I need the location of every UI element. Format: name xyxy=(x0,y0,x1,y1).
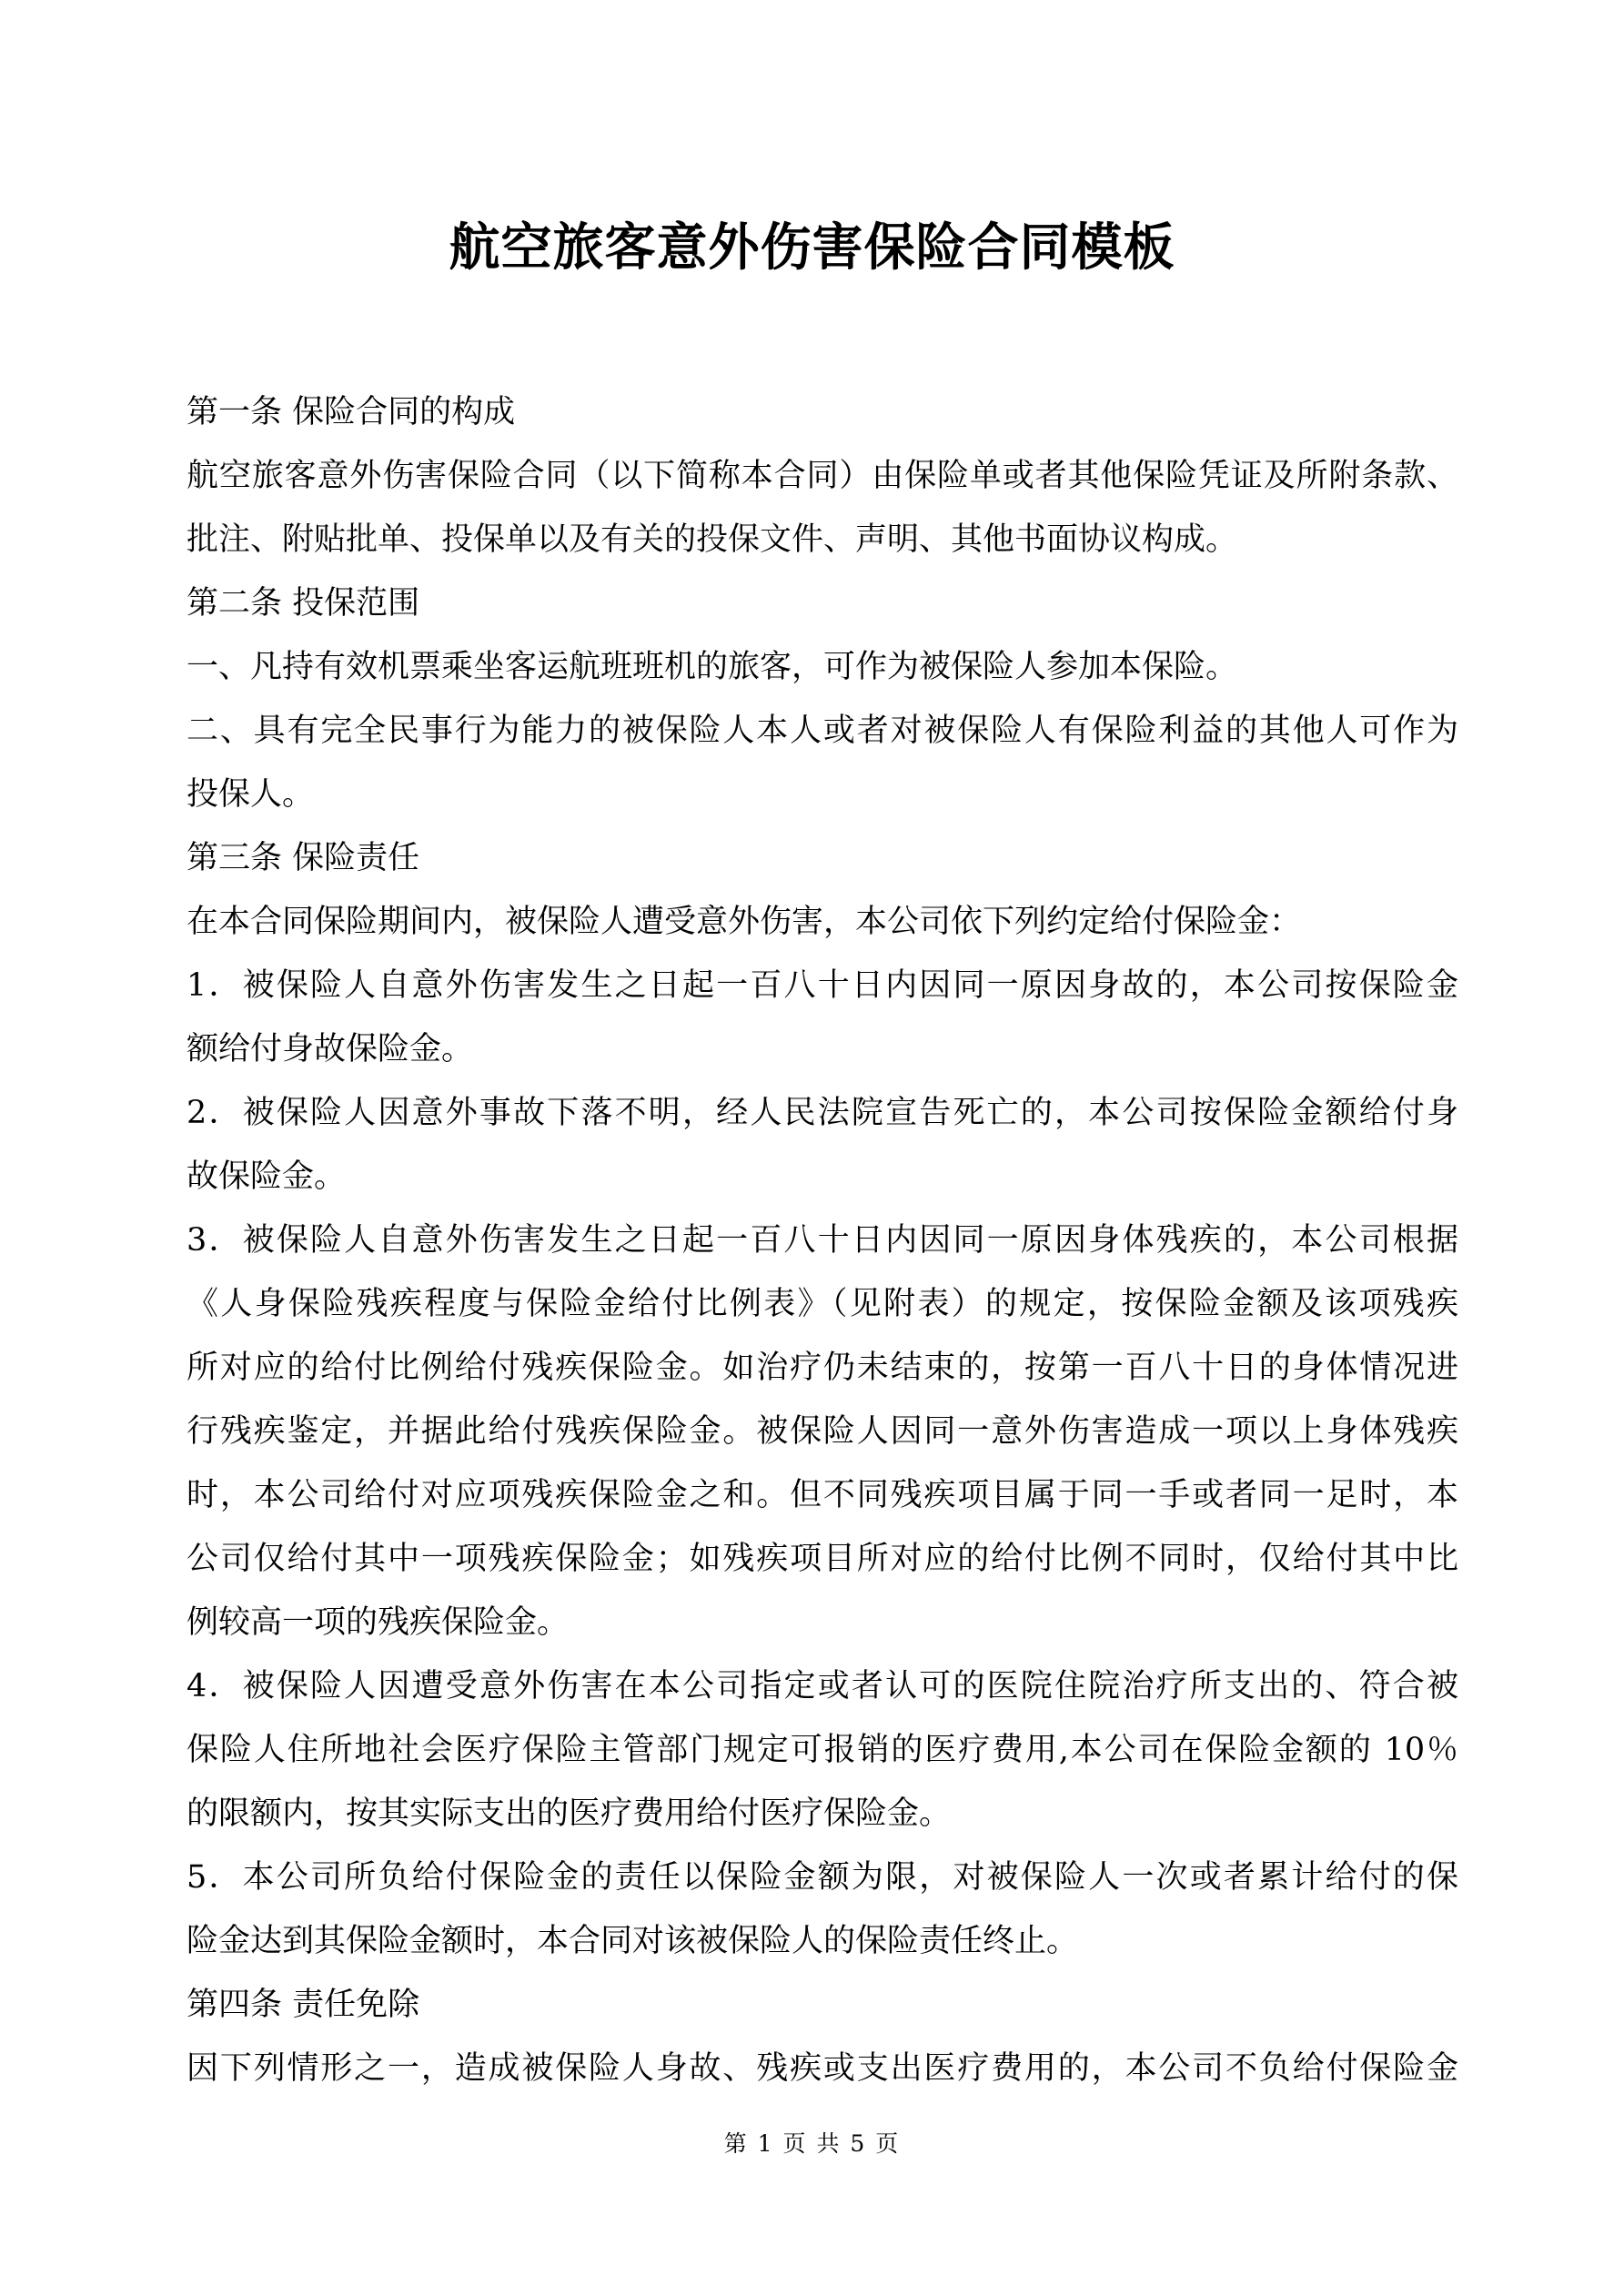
document-line: 时，本公司给付对应项残疾保险金之和。但不同残疾项目属于同一手或者同一足时，本 xyxy=(187,1477,1458,1513)
document-line: 1．被保险人自意外伤害发生之日起一百八十日内因同一原因身故的，本公司按保险金 xyxy=(187,967,1458,1004)
document-line: 在本合同保险期间内，被保险人遭受意外伤害，本公司依下列约定给付保险金： xyxy=(187,904,1302,940)
document-line: 第三条 保险责任 xyxy=(187,840,420,876)
page-number: 第 1 页 共 5 页 xyxy=(723,2130,901,2157)
document-line: 批注、附贴批单、投保单以及有关的投保文件、声明、其他书面协议构成。 xyxy=(187,521,1238,558)
document-title: 航空旅客意外伤害保险合同模板 xyxy=(449,217,1175,278)
document-line: 二、具有完全民事行为能力的被保险人本人或者对被保险人有保险利益的其他人可作为 xyxy=(187,713,1458,749)
document-line: 第一条 保险合同的构成 xyxy=(187,394,516,430)
document-line: 一、凡持有效机票乘坐客运航班班机的旅客，可作为被保险人参加本保险。 xyxy=(187,649,1238,685)
document-line: 2．被保险人因意外事故下落不明，经人民法院宣告死亡的，本公司按保险金额给付身 xyxy=(187,1095,1458,1131)
document-line: 航空旅客意外伤害保险合同（以下简称本合同）由保险单或者其他保险凭证及所附条款、 xyxy=(187,458,1458,494)
document-line: 第四条 责任免除 xyxy=(187,1987,420,2023)
document-line: 《人身保险残疾程度与保险金给付比例表》（见附表）的规定，按保险金额及该项残疾 xyxy=(187,1286,1458,1322)
document-line: 5．本公司所负给付保险金的责任以保险金额为限，对被保险人一次或者累计给付的保 xyxy=(187,1859,1458,1896)
document-line: 4．被保险人因遭受意外伤害在本公司指定或者认可的医院住院治疗所支出的、符合被 xyxy=(187,1668,1458,1704)
document-line: 保险人住所地社会医疗保险主管部门规定可报销的医疗费用,本公司在保险金额的 10％ xyxy=(187,1732,1458,1768)
document-line: 因下列情形之一，造成被保险人身故、残疾或支出医疗费用的，本公司不负给付保险金 xyxy=(187,2050,1458,2087)
document-line: 额给付身故保险金。 xyxy=(187,1031,474,1067)
document-body xyxy=(187,380,1458,2100)
document-line: 险金达到其保险金额时，本合同对该被保险人的保险责任终止。 xyxy=(187,1923,1079,1959)
document-line: 行残疾鉴定，并据此给付残疾保险金。被保险人因同一意外伤害造成一项以上身体残疾 xyxy=(187,1413,1458,1450)
document-line: 投保人。 xyxy=(187,776,315,813)
document-line: 第二条 投保范围 xyxy=(187,585,420,622)
document-line: 所对应的给付比例给付残疾保险金。如治疗仍未结束的，按第一百八十日的身体情况进 xyxy=(187,1350,1458,1386)
document-line: 故保险金。 xyxy=(187,1158,347,1195)
document-line: 例较高一项的残疾保险金。 xyxy=(187,1604,570,1641)
document-line: 3．被保险人自意外伤害发生之日起一百八十日内因同一原因身体残疾的，本公司根据 xyxy=(187,1222,1458,1259)
document-line: 公司仅给付其中一项残疾保险金；如残疾项目所对应的给付比例不同时，仅给付其中比 xyxy=(187,1541,1458,1577)
document-line: 的限额内，按其实际支出的医疗费用给付医疗保险金。 xyxy=(187,1795,952,1832)
